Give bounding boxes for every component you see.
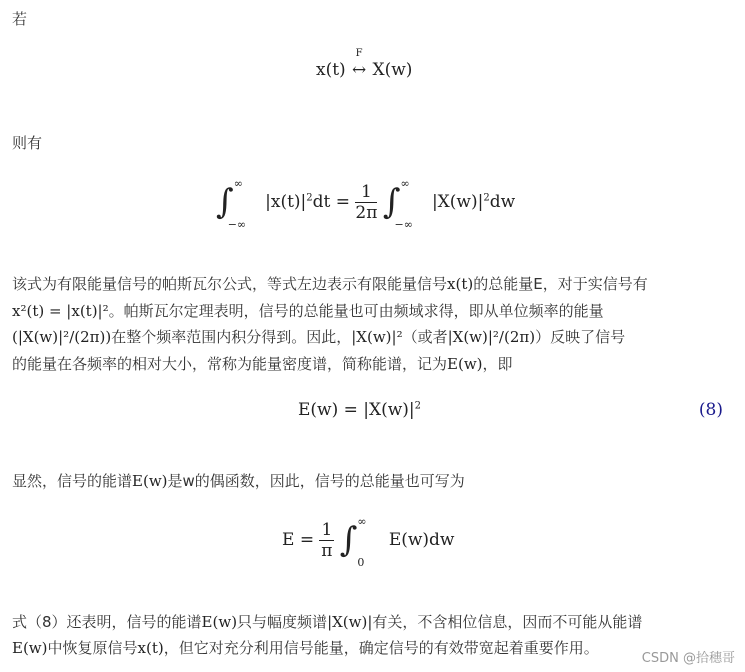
energy-body: E(w)dw [388,530,455,550]
double-arrow-icon: ↔ [351,60,367,80]
eq8-body: E(w) = |X(w)| [298,400,415,420]
math: E(w) [201,613,238,631]
text: ，即 [482,355,513,373]
frac-den: 2π [355,203,378,223]
eq-lhs: x(t) [316,60,346,80]
left-body: |x(t)| [265,192,307,212]
text: 有关，不含相位信息，因而不可能从能谱 [372,613,643,631]
math: (|X(w)|²/(2π)) [12,328,112,346]
para3-line2 [12,304,604,319]
integral-limits [227,176,260,231]
text: 该式为有限能量信号的帕斯瓦尔公式，等式左边表示有限能量信号 [12,275,448,293]
para5-line1 [12,615,642,630]
text: 。帕斯瓦尔定理表明，信号的总能量也可由频域求得，即从单位频率的能量 [108,302,604,320]
integral-sign-icon: ∫ [382,182,401,222]
eq8-sup: 2 [414,400,422,412]
math: x(t) [137,639,164,657]
upper-limit: ∞ [400,176,410,190]
para3-line1 [12,277,648,292]
text: 的能量在各频率的相对大小，常称为能量密度谱，简称能谱，记为 [12,355,448,373]
text: 中恢复原信号 [47,639,138,657]
fraction-1-2pi [355,182,377,223]
text: 显然，信号的能谱 [12,472,133,490]
eq-rhs: X(w) [372,60,413,80]
math: E(w) [12,639,48,657]
lower-limit: 0 [357,555,365,569]
frac-num: 1 [321,520,333,540]
text: ，但它对充分利用信号能量，确定信号的有效带宽起着重要作用。 [163,639,599,657]
text: 是w的偶函数，因此，信号的总能量也可写为 [167,472,465,490]
text: 在整个频率范围内积分得到。因此， [111,328,352,346]
equation-energy [282,514,455,569]
right-sup: 2 [483,192,490,204]
math: E(w) [132,472,168,490]
math: |X(w)|²/(2π) [447,328,536,346]
equation-8 [298,400,421,420]
right-body: |X(w)| [431,192,484,212]
frac-num: 1 [355,182,377,203]
text-zeyou: 则有 [12,134,43,152]
integral-sign-icon: ∫ [216,182,234,222]
math: |X(w)|² [351,328,403,346]
math: x²(t) = |x(t)|² [12,302,109,320]
para5-line2 [12,641,599,656]
csdn-watermark: CSDN @拾穗哥 [641,651,735,666]
fraction-1-pi [319,520,334,561]
text: （或者 [402,328,448,346]
upper-limit: ∞ [233,176,243,190]
left-tail: dt = [312,192,351,212]
integral-limits [394,176,427,231]
equation-number-8: (8) [698,400,723,420]
lower-limit: −∞ [394,217,413,231]
upper-limit: ∞ [357,514,367,528]
right-tail: dw [489,192,516,212]
integral-limits [357,514,383,569]
para3-line4 [12,357,513,372]
energy-lhs: E = [282,530,315,550]
para3-line3 [12,330,625,345]
math: |X(w)| [327,613,373,631]
integral-sign-icon: ∫ [339,520,358,560]
math: E(w) [447,355,483,373]
math: x(t) [447,275,474,293]
fourier-arrow [351,48,367,80]
text: 的总能量E，对于实信号有 [473,275,648,293]
lower-limit: −∞ [227,217,247,231]
para4 [12,474,465,489]
text: 式（8）还表明，信号的能谱 [12,613,202,631]
text: 只与幅度频谱 [237,613,328,631]
fourier-label: F [355,48,363,59]
frac-den: π [321,541,333,561]
equation-fourier-pair [316,48,413,80]
left-sup: 2 [306,192,313,204]
equation-parseval [216,176,516,231]
text-ruo: 若 [12,10,28,28]
text: ）反映了信号 [535,328,626,346]
